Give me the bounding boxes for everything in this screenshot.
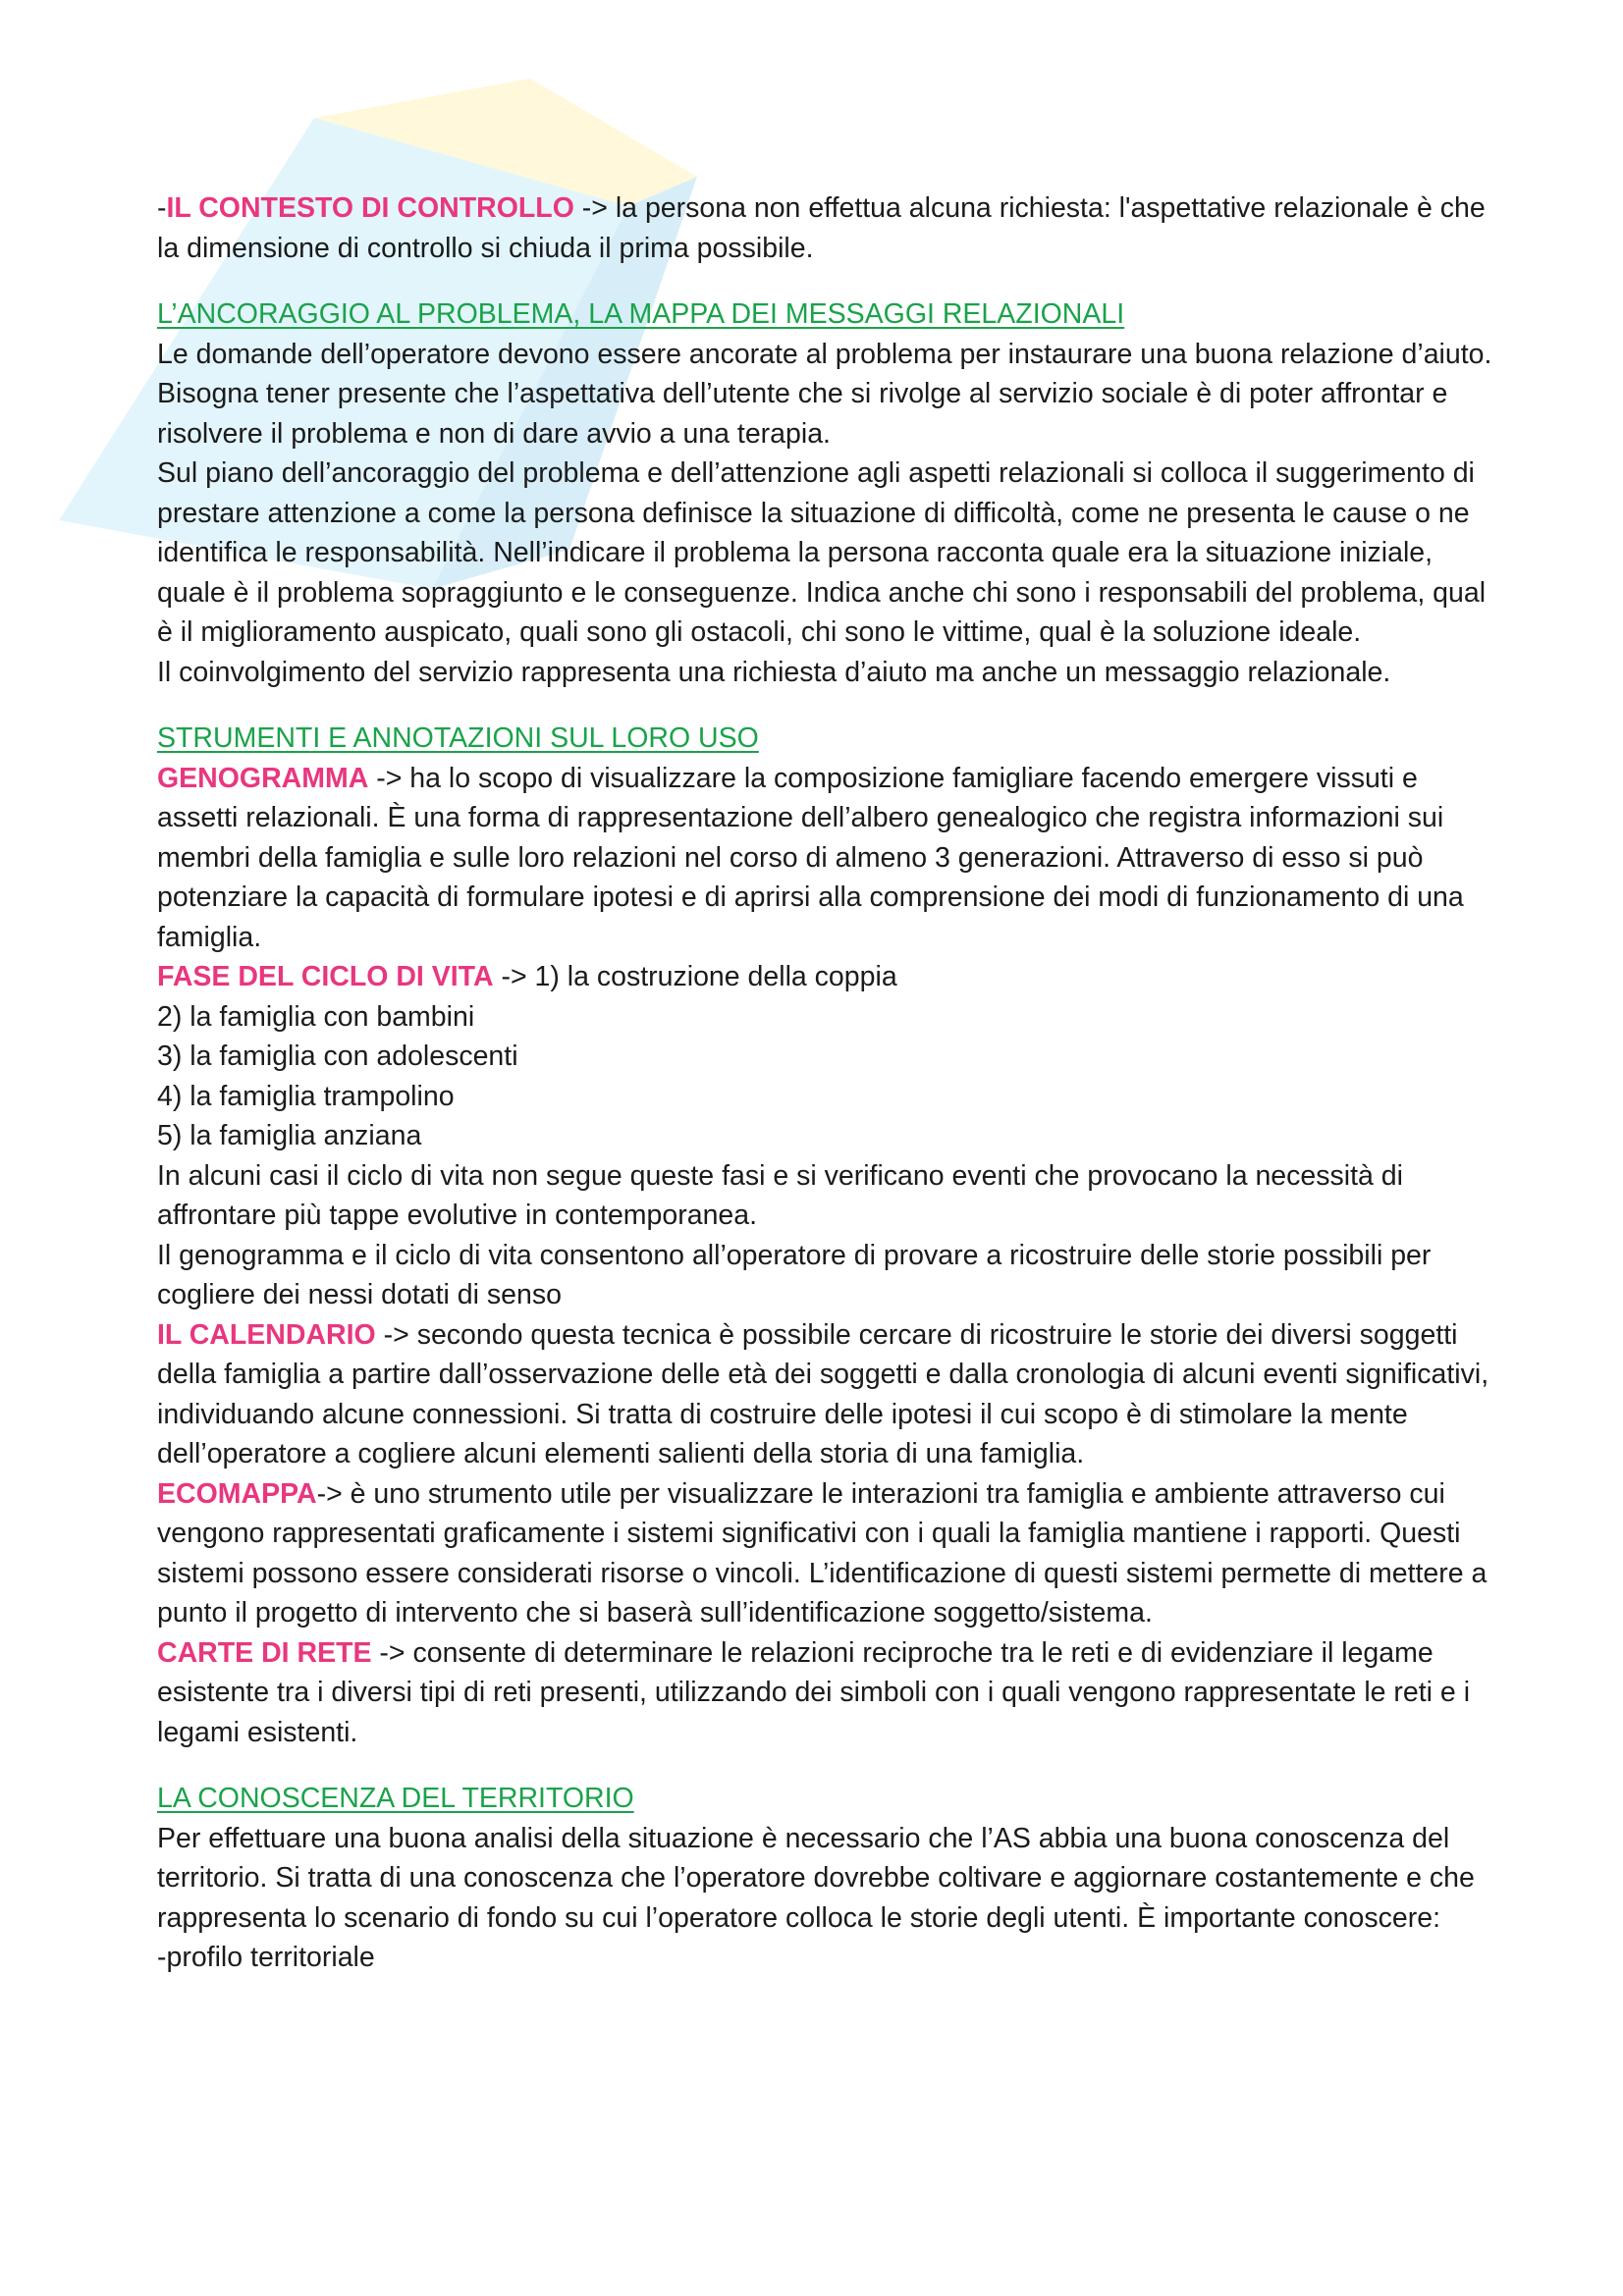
fase-item: 3) la famiglia con adolescenti bbox=[157, 1041, 518, 1072]
carte-text: -> consente di determinare le relazioni reciproche tra le reti e di evidenziare il legame esistente tra i diversi tipi di reti presenti, utilizzando dei simboli con i quali vengono rappresentate le reti e i legami esistenti. bbox=[157, 1636, 1471, 1748]
carte-paragraph bbox=[157, 1633, 1492, 1753]
calendario-text: -> secondo questa tecnica è possibile cercare di ricostruire le storie dei diversi soggetti della famiglia a partire dall’osservazione delle età dei soggetti e dalla cronologia di alcuni eventi significativi, individuando alcune connessioni. Si tratta di costruire delle ipotesi il cui scopo è di stimolare la mente dell’operatore a cogliere alcuni elementi salienti della storia di una famiglia. bbox=[157, 1318, 1489, 1469]
fase-first-item: -> 1) la costruzione della coppia bbox=[493, 961, 897, 992]
fase-term: FASE DEL CICLO DI VITA bbox=[157, 961, 494, 992]
fase-paragraph bbox=[157, 957, 1492, 997]
ancoraggio-heading: L’ANCORAGGIO AL PROBLEMA, LA MAPPA DEI MESSAGGI RELAZIONALI bbox=[157, 298, 1125, 330]
ecomappa-paragraph bbox=[157, 1474, 1492, 1633]
carte-term: CARTE DI RETE bbox=[157, 1636, 372, 1669]
genogramma-text: -> ha lo scopo di visualizzare la composizione famigliare facendo emergere vissuti e assetti relazionali. È una forma di rappresentazione dell’albero genealogico che registra informazioni sui membri della famiglia e sulle loro relazioni nel corso di almeno 3 generazioni. Attraverso di esso si può potenziare la capacità di formulare ipotesi e di aprirsi alla comprensione dei modi di funzionamento di una famiglia. bbox=[157, 762, 1464, 953]
ancoraggio-paragraph-1: Le domande dell’operatore devono essere ancorate al problema per instaurare una buona relazione d’aiuto. Bisogna tener presente che l’aspettativa dell’utente che si rivolge al servizio sociale è di poter affrontar e risolvere il problema e non di dare avvio a una terapia. bbox=[157, 338, 1492, 450]
genogramma-term: GENOGRAMMA bbox=[157, 762, 369, 794]
territorio-paragraph-1: Per effettuare una buona analisi della situazione è necessario che l’AS abbia una buona conoscenza del territorio. Si tratta di una conoscenza che l’operatore dovrebbe coltivare e aggiornare costantemente e che rappresenta lo scenario di fondo su cui l’operatore colloca le storie degli utenti. È importante conoscere: bbox=[157, 1822, 1475, 1934]
calendario-term: IL CALENDARIO bbox=[157, 1318, 376, 1351]
ancoraggio-paragraph-3: Il coinvolgimento del servizio rappresenta una richiesta d’aiuto ma anche un messaggio relazionale. bbox=[157, 656, 1391, 688]
ecomappa-text: -> è uno strumento utile per visualizzare le interazioni tra famiglia e ambiente attraverso cui vengono rappresentati graficamente i sistemi significativi con i quali la famiglia mantiene i rapporti. Questi sistemi possono essere considerati risorse o vincoli. L’identificazione di questi sistemi permette di mettere a punto il progetto di intervento che si baserà sull’identificazione soggetto/sistema. bbox=[157, 1477, 1488, 1629]
ciclo-paragraph-1: In alcuni casi il ciclo di vita non segue queste fasi e si verificano eventi che provocano la necessità di affrontare più tappe evolutive in contemporanea. bbox=[157, 1159, 1403, 1231]
contesto-text: -> la persona non effettua alcuna richiesta: l'aspettative relazionale è che la dimensione di controllo si chiuda il prima possibile. bbox=[157, 192, 1486, 264]
ecomappa-term: ECOMAPPA bbox=[157, 1477, 317, 1510]
genogramma-paragraph bbox=[157, 759, 1492, 958]
territorio-paragraph-2: -profilo territoriale bbox=[157, 1942, 375, 1973]
contesto-term: IL CONTESTO DI CONTROLLO bbox=[166, 192, 574, 224]
territorio-heading: LA CONOSCENZA DEL TERRITORIO bbox=[157, 1783, 634, 1814]
strumenti-heading: STRUMENTI E ANNOTAZIONI SUL LORO USO bbox=[157, 722, 759, 754]
ancoraggio-paragraph-2: Sul piano dell’ancoraggio del problema e dell’attenzione agli aspetti relazionali si colloca il suggerimento di prestare attenzione a come la persona definisce la situazione di difficoltà, come ne presenta le cause o ne identifica le responsabilità. Nell’indicare il problema la persona racconta quale era la situazione iniziale, quale è il problema sopraggiunto e le conseguenze. Indica anche chi sono i responsabili del problema, qual è il miglioramento auspicato, quali sono gli ostacoli, chi sono le vittime, qual è la soluzione ideale. bbox=[157, 457, 1487, 648]
ciclo-paragraph-2: Il genogramma e il ciclo di vita consentono all’operatore di provare a ricostruire delle storie possibili per cogliere dei nessi dotati di senso bbox=[157, 1239, 1432, 1310]
fase-item: 5) la famiglia anziana bbox=[157, 1120, 422, 1151]
calendario-paragraph bbox=[157, 1315, 1492, 1474]
fase-item: 2) la famiglia con bambini bbox=[157, 1000, 475, 1033]
document-page bbox=[157, 188, 1492, 1978]
contesto-paragraph bbox=[157, 188, 1492, 268]
contesto-prefix: - bbox=[157, 192, 167, 224]
fase-item: 4) la famiglia trampolino bbox=[157, 1080, 455, 1112]
